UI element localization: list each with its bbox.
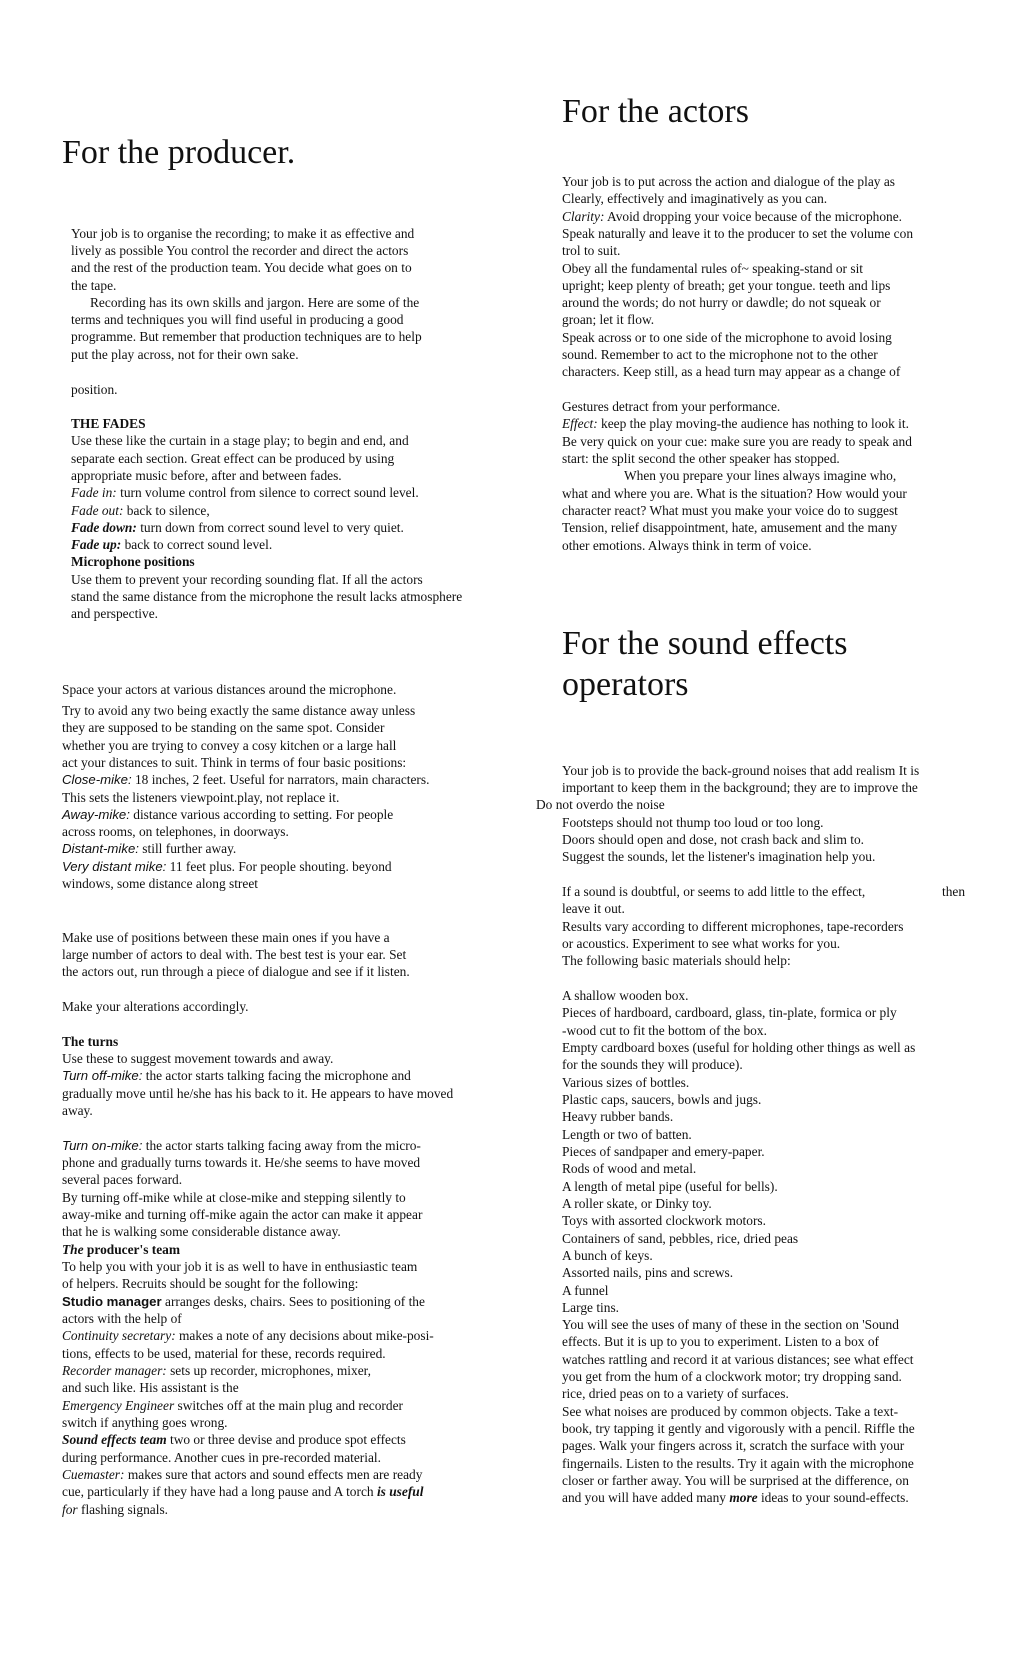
material-item: A bunch of keys. — [562, 1248, 653, 1263]
closing-final-more: more — [729, 1490, 758, 1505]
very-distant-item — [62, 858, 392, 875]
material-item: -wood cut to fit the bottom of the box. — [562, 1023, 767, 1038]
emergency-text: switches off at the main plug and recorder — [174, 1398, 403, 1413]
material-item: A funnel — [562, 1283, 609, 1298]
effect-line: Be very quick on your cue: make sure you are ready to speak and — [562, 434, 912, 449]
alterations-line: Make your alterations accordingly. — [62, 999, 249, 1014]
prepare-line: Tension, relief disappointment, hate, amusement and the many — [562, 520, 898, 535]
fade-up-item — [71, 536, 272, 553]
closing-line: closer or farther away. You will be surprised at the difference, on — [562, 1473, 909, 1488]
material-item: Rods of wood and metal. — [562, 1161, 697, 1176]
sfx-title-line2: operators — [562, 666, 689, 703]
sfx-intro-line: important to keep them in the background; they are to improve the — [562, 780, 918, 795]
producer-intro-line: Your job is to organise the recording; to make it as effective and — [71, 226, 415, 241]
doubtful-line2: leave it out. — [562, 901, 625, 916]
studio-manager-line: actors with the help of — [62, 1311, 182, 1326]
distant-mike-text: still further away. — [138, 841, 237, 856]
effect-item — [562, 415, 909, 432]
close-mike-text: 18 inches, 2 feet. Useful for narrators, main characters. — [131, 772, 430, 787]
cuemaster-for: for — [62, 1502, 78, 1517]
cuemaster-text: makes sure that actors and sound effects men are ready — [124, 1467, 423, 1482]
emergency-line: switch if anything goes wrong. — [62, 1415, 228, 1430]
between-text-line: Make use of positions between these main ones if you have a — [62, 930, 390, 945]
fade-up-label: Fade up: — [71, 537, 122, 552]
recorder-item — [62, 1362, 371, 1379]
clarity-line: around the words; do not hurry or dawdle; do not squeak or — [562, 295, 881, 310]
closing-final — [562, 1489, 909, 1506]
turn-off-text: the actor starts talking facing the microphone and — [142, 1068, 411, 1083]
material-item: A length of metal pipe (useful for bells). — [562, 1179, 778, 1194]
actors-intro-line: Clearly, effectively and imaginatively as you can. — [562, 191, 828, 206]
doubtful-then: then — [942, 884, 966, 899]
cuemaster-item — [62, 1466, 422, 1483]
team-heading-rest: producer's team — [83, 1242, 181, 1257]
space-text-line: whether you are trying to convey a cosy kitchen or a large hall — [62, 738, 397, 753]
away-mike-line: across rooms, on telephones, in doorways. — [62, 824, 289, 839]
fades-text-line: separate each section. Great effect can be produced by using — [71, 451, 395, 466]
away-mike-text: distance various according to setting. For people — [129, 807, 394, 822]
material-item: Length or two of batten. — [562, 1127, 692, 1142]
fade-out-label: Fade out: — [71, 503, 124, 518]
recorder-line: and such like. His assistant is the — [62, 1380, 239, 1395]
effect-label: Effect: — [562, 416, 598, 431]
team-heading — [62, 1241, 180, 1258]
closing-final-start: and you will have added many — [562, 1490, 730, 1505]
turn-on-line: that he is walking some considerable distance away. — [62, 1224, 341, 1239]
mic-positions-heading: Microphone positions — [71, 554, 195, 569]
very-distant-text: 11 feet plus. For people shouting. beyond — [166, 859, 392, 874]
turn-on-line: away-mike and turning off-mike again the actor can make it appear — [62, 1207, 423, 1222]
fades-text-line: Use these like the curtain in a stage play; to begin and end, and — [71, 433, 409, 448]
closing-line: you get from the hum of a clockwork motor; try dropping sand. — [562, 1369, 902, 1384]
space-text-line: Try to avoid any two being exactly the same distance away unless — [62, 703, 416, 718]
closing-line: fingernails. Listen to the results. Try it again with the microphone — [562, 1456, 914, 1471]
doubtful-line: If a sound is doubtful, or seems to add little to the effect, — [562, 884, 866, 899]
continuity-label: Continuity secretary: — [62, 1328, 176, 1343]
clarity-line: sound. Remember to act to the microphone not to the other — [562, 347, 878, 362]
actors-title: For the actors — [562, 93, 749, 130]
producer-intro-line: Recording has its own skills and jargon. Here are some of the — [90, 295, 420, 310]
emergency-item — [62, 1397, 403, 1414]
material-item: Large tins. — [562, 1300, 620, 1315]
producer-intro-line: programme. But remember that production techniques are to help — [71, 329, 422, 344]
sfx-rule-line: Footsteps should not thump too loud or too long. — [562, 815, 824, 830]
actors-intro-line: Your job is to put across the action and dialogue of the play as — [562, 174, 895, 189]
turn-on-item — [62, 1137, 421, 1154]
prepare-line: character react? What must you make your voice do to suggest — [562, 503, 898, 518]
material-item: Containers of sand, pebbles, rice, dried peas — [562, 1231, 799, 1246]
closing-line: See what noises are produced by common objects. Take a text- — [562, 1404, 899, 1419]
away-mike-label: Away-mike: — [62, 807, 130, 822]
sfx-team-label: Sound effects team — [62, 1432, 167, 1447]
material-item: Toys with assorted clockwork motors. — [562, 1213, 766, 1228]
turn-on-text: the actor starts talking facing away from the micro- — [142, 1138, 421, 1153]
turn-off-line: gradually move until he/she has his back to it. He appears to have moved — [62, 1086, 454, 1101]
closing-line: You will see the uses of many of these in the section on 'Sound — [562, 1317, 899, 1332]
cuemaster-useful: is useful — [376, 1484, 424, 1499]
team-text-line: To help you with your job it is as well to have in enthusiastic team — [62, 1259, 418, 1274]
position-word: position. — [71, 382, 118, 397]
clarity-line: trol to suit. — [562, 243, 621, 258]
producer-title: For the producer. — [62, 134, 296, 171]
clarity-line: Obey all the fundamental rules of~ speaking-stand or sit — [562, 261, 864, 276]
closing-line: pages. Walk your fingers across it, scratch the surface with your — [562, 1438, 905, 1453]
turn-on-line: phone and gradually turns towards it. He/she seems to have moved — [62, 1155, 421, 1170]
closing-line: watches rattling and record it at various distances; see what effect — [562, 1352, 914, 1367]
closing-line: book, try tapping it gently and vigorously with a pencil. Riffle the — [562, 1421, 915, 1436]
clarity-line: characters. Keep still, as a head turn may appear as a change of — [562, 364, 901, 379]
material-item: Various sizes of bottles. — [562, 1075, 690, 1090]
material-item: Assorted nails, pins and screws. — [562, 1265, 734, 1280]
space-text-line: act your distances to suit. Think in terms of four basic positions: — [62, 755, 407, 770]
results-line: The following basic materials should help: — [562, 953, 791, 968]
results-line: or acoustics. Experiment to see what works for you. — [562, 936, 841, 951]
sfx-title-line1: For the sound effects — [562, 625, 848, 662]
turn-on-label: Turn on-mike: — [62, 1138, 143, 1153]
turn-off-line: away. — [62, 1103, 93, 1118]
material-item: A roller skate, or Dinky toy. — [562, 1196, 712, 1211]
clarity-line: groan; let it flow. — [562, 312, 655, 327]
continuity-text: makes a note of any decisions about mike-posi- — [175, 1328, 434, 1343]
material-item: Pieces of hardboard, cardboard, glass, tin-plate, formica or ply — [562, 1005, 897, 1020]
distant-mike-item — [62, 840, 236, 857]
studio-manager-label: Studio manager — [62, 1294, 162, 1309]
producer-intro-line: the tape. — [71, 278, 117, 293]
clarity-item — [562, 208, 902, 225]
space-text-line: they are supposed to be standing on the same spot. Consider — [62, 720, 385, 735]
sfx-team-line: during performance. Another cues in pre-recorded material. — [62, 1450, 382, 1465]
close-mike-label: Close-mike: — [62, 772, 132, 787]
producer-intro-line: terms and techniques you will find useful in producing a good — [71, 312, 404, 327]
team-text-line: of helpers. Recruits should be sought for the following: — [62, 1276, 359, 1291]
clarity-label: Clarity: — [562, 209, 605, 224]
clarity-line: Speak across or to one side of the microphone to avoid losing — [562, 330, 892, 345]
fade-in-text: turn volume control from silence to correct sound level. — [116, 485, 419, 500]
material-item: for the sounds they will produce). — [562, 1057, 743, 1072]
fade-down-label: Fade down: — [71, 520, 137, 535]
prepare-line: what and where you are. What is the situation? How would your — [562, 486, 907, 501]
viewpoint-line: This sets the listeners viewpoint.play, not replace it. — [62, 790, 340, 805]
gestures-line: Gestures detract from your performance. — [562, 399, 781, 414]
away-mike-item — [62, 806, 393, 823]
fade-down-text: turn down from correct sound level to very quiet. — [136, 520, 404, 535]
clarity-text: Avoid dropping your voice because of the microphone. — [604, 209, 903, 224]
sfx-rule-line: Suggest the sounds, let the listener's imagination help you. — [562, 849, 876, 864]
fade-in-item — [71, 484, 419, 501]
sfx-rule-line: Doors should open and dose, not crash back and slim to. — [562, 832, 864, 847]
recorder-text: sets up recorder, microphones, mixer, — [166, 1363, 371, 1378]
fade-out-text: back to silence, — [123, 503, 210, 518]
mic-text-line: stand the same distance from the microphone the result lacks atmosphere — [71, 589, 463, 604]
mic-text-line: and perspective. — [71, 606, 158, 621]
prepare-line: other emotions. Always think in term of voice. — [562, 538, 812, 553]
clarity-line: upright; keep plenty of breath; get your tongue. teeth and lips — [562, 278, 891, 293]
cuemaster-end: flashing signals. — [77, 1502, 169, 1517]
fade-out-item — [71, 502, 210, 519]
emergency-label: Emergency Engineer — [62, 1398, 175, 1413]
turn-on-line: By turning off-mike while at close-mike and stepping silently to — [62, 1190, 406, 1205]
turn-on-line: several paces forward. — [62, 1172, 183, 1187]
mic-text-line: Use them to prevent your recording sounding flat. If all the actors — [71, 572, 423, 587]
studio-manager-item — [62, 1293, 425, 1310]
clarity-line: Speak naturally and leave it to the producer to set the volume con — [562, 226, 914, 241]
fades-text-line: appropriate music before, after and between fades. — [71, 468, 342, 483]
material-item: Heavy rubber bands. — [562, 1109, 674, 1124]
distant-mike-label: Distant-mike: — [62, 841, 139, 856]
prepare-first-line: When you prepare your lines always imagine who, — [624, 468, 897, 483]
fades-heading: THE FADES — [71, 416, 146, 431]
material-item: Plastic caps, saucers, bowls and jugs. — [562, 1092, 762, 1107]
turns-heading: The turns — [62, 1034, 119, 1049]
cuemaster-final — [62, 1501, 168, 1518]
cuemaster-line — [62, 1483, 423, 1500]
close-mike-item — [62, 771, 429, 788]
between-text-line: the actors out, run through a piece of dialogue and see if it listen. — [62, 964, 410, 979]
cuemaster-line-text: cue, particularly if they have had a long pause and A torch — [62, 1484, 377, 1499]
continuity-item — [62, 1327, 434, 1344]
sfx-team-text: two or three devise and produce spot effects — [166, 1432, 406, 1447]
continuity-line: tions, effects to be used, material for these, records required. — [62, 1346, 386, 1361]
effect-line: start: the split second the other speaker has stopped. — [562, 451, 840, 466]
material-item: A shallow wooden box. — [562, 988, 689, 1003]
studio-manager-text: arranges desks, chairs. Sees to positioning of the — [161, 1294, 425, 1309]
turn-off-item — [62, 1067, 411, 1084]
fade-down-item — [71, 519, 404, 536]
turns-text: Use these to suggest movement towards and away. — [62, 1051, 334, 1066]
very-distant-line: windows, some distance along street — [62, 876, 258, 891]
between-text-line: large number of actors to deal with. The best test is your ear. Set — [62, 947, 407, 962]
results-line: Results vary according to different microphones, tape-recorders — [562, 919, 904, 934]
cuemaster-label: Cuemaster: — [62, 1467, 125, 1482]
material-item: Empty cardboard boxes (useful for holding other things as well as — [562, 1040, 916, 1055]
producer-intro-line: and the rest of the production team. You decide what goes on to — [71, 260, 412, 275]
fade-up-text: back to correct sound level. — [121, 537, 273, 552]
producer-intro-line: lively as possible You control the recorder and direct the actors — [71, 243, 409, 258]
overdo-line: Do not overdo the noise — [536, 797, 665, 812]
closing-final-end: ideas to your sound-effects. — [757, 1490, 909, 1505]
closing-line: effects. But it is up to you to experiment. Listen to a box of — [562, 1334, 879, 1349]
team-heading-the: The — [62, 1242, 84, 1257]
space-text-line: Space your actors at various distances around the microphone. — [62, 682, 397, 697]
very-distant-label: Very distant mike: — [62, 859, 167, 874]
effect-text: keep the play moving-the audience has nothing to look it. — [597, 416, 909, 431]
sfx-team-item — [62, 1431, 406, 1448]
turn-off-label: Turn off-mike: — [62, 1068, 143, 1083]
recorder-label: Recorder manager: — [62, 1363, 167, 1378]
closing-line: rice, dried peas on to a variety of surfaces. — [562, 1386, 789, 1401]
producer-intro-line: put the play across, not for their own sake. — [71, 347, 299, 362]
fade-in-label: Fade in: — [71, 485, 117, 500]
material-item: Pieces of sandpaper and emery-paper. — [562, 1144, 765, 1159]
sfx-intro-line: Your job is to provide the back-ground noises that add realism It is — [562, 763, 920, 778]
